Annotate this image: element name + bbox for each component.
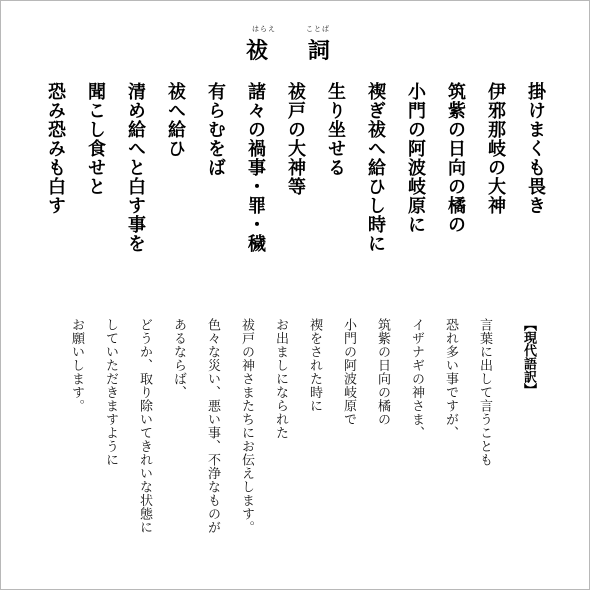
norito-line: 祓へ給ひ xyxy=(165,82,186,158)
norito-line: 伊邪那岐の大神 xyxy=(485,82,506,215)
translation-line: イザナギの神さま、 xyxy=(409,318,424,440)
norito-line: 清め給へと白す事を xyxy=(125,82,146,253)
translation-line: お出ましになられた xyxy=(273,318,288,440)
translation-line: あるならば、 xyxy=(171,318,186,399)
translation-line: 祓戸の神さまたちにお伝えします。 xyxy=(239,318,254,534)
translation-line: していただきますように xyxy=(103,318,118,467)
translation-line: どうか、取り除いてきれいな状態に xyxy=(137,318,152,534)
norito-line: 諸々の禍事・罪・穢 xyxy=(245,82,266,253)
translation-line: 恐れ多い事ですが、 xyxy=(443,318,458,440)
translation-line: 筑紫の日向の橘の xyxy=(375,318,390,426)
norito-line: 小門の阿波岐原に xyxy=(405,82,426,234)
translation-line: お願いします。 xyxy=(69,318,84,413)
norito-line: 生り坐せる xyxy=(325,82,346,177)
title-ruby-kotoba: ことば xyxy=(306,25,330,33)
translation-line: 禊をされた時に xyxy=(307,318,322,413)
page-title: 祓 詞 xyxy=(246,38,346,64)
norito-line: 禊ぎ祓へ給ひし時に xyxy=(365,82,386,253)
norito-line: 筑紫の日向の橘の xyxy=(445,82,466,234)
norito-line: 恐み恐みも白す xyxy=(45,82,66,215)
norito-line: 有らむをば xyxy=(205,82,226,177)
modern-translation xyxy=(60,318,540,578)
norito-line: 聞こし食せと xyxy=(85,82,106,196)
translation-line: 色々な災い、悪い事、不浄なものが xyxy=(205,318,220,534)
translation-heading: 【現代語訳】 xyxy=(521,318,536,396)
title-ruby-harae: はらえ xyxy=(252,25,276,33)
translation-line: 言葉に出して言うことも xyxy=(477,318,492,467)
translation-line: 小門の阿波岐原で xyxy=(341,318,356,426)
norito-text xyxy=(38,82,552,307)
norito-line: 祓戸の大神等 xyxy=(285,82,306,196)
norito-line: 掛けまくも畏き xyxy=(525,82,546,215)
